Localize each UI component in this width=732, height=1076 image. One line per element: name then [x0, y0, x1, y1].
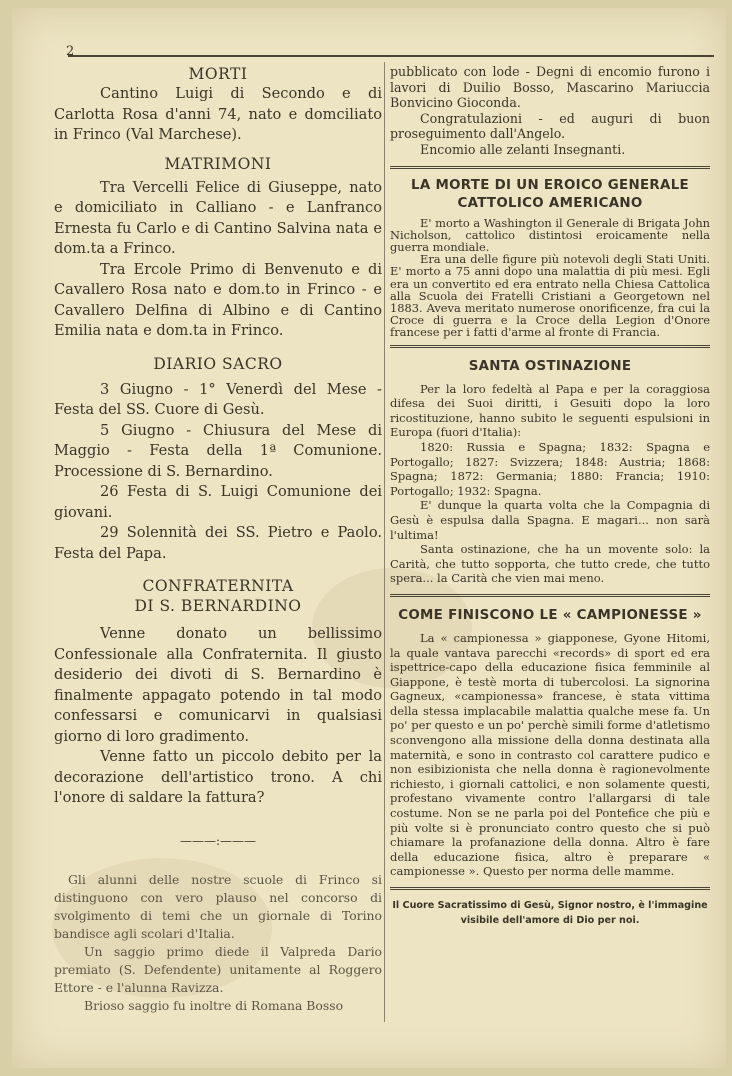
- generale-heading: LA MORTE DI UN EROICO GENERALE: [411, 177, 689, 193]
- confraternita-subheading: DI S. BERNARDINO: [134, 597, 302, 615]
- section-rule: [390, 887, 710, 890]
- continued-paragraph-1: pubblicato con lode - Degni di encomio furono i lavori di Duilio Bosso, Mascarino Mariuccia Bonvicino Gioconda.: [390, 64, 710, 111]
- ostinazione-paragraph-2: 1820: Russia e Spagna; 1832: Spagna e Portogallo; 1827: Svizzera; 1848: Austria; 1868: Spagna; 1872: Germania; 1880: Francia; 1910: Portogallo; 1932: Spagna.: [390, 439, 710, 498]
- diario-item: 3 Giugno - 1° Venerdì del Mese - Festa del SS. Cuore di Gesù.: [54, 380, 382, 418]
- generale-paragraph-1: E' morto a Washington il Generale di Brigata John Nicholson, cattolico distintosi eroicamente nella guerra mondiale.: [390, 215, 710, 254]
- section-rule: [390, 345, 710, 348]
- matrimoni-heading: MATRIMONI: [164, 154, 272, 173]
- ostinazione-paragraph-4: Santa ostinazione, che ha un movente solo: la Carità, che tutto sopporta, che tutto crede, che tutto spera... la Carità che vien mai meno.: [390, 542, 710, 586]
- matrimoni-paragraph-1: Tra Vercelli Felice di Giuseppe, nato e domiciliato in Calliano - e Lanfranco Ernesta fu Carlo e di Cantino Salvina nata e dom.ta a Frinco.: [54, 178, 382, 257]
- scuole-paragraph-2: Un saggio primo diede il Valpreda Dario premiato (S. Defendente) unitamente al Roggero Ettore - e l'alunna Ravizza.: [54, 944, 382, 995]
- scuole-paragraph-1: Gli alunni delle nostre scuole di Frinco si distinguono con vero plauso nel concorso di svolgimento di temi che un giornale di Torino bandisce agli scolari d'Italia.: [54, 872, 382, 941]
- confraternita-heading: CONFRATERNITA: [142, 577, 294, 595]
- campionesse-paragraph: La « campionessa » giapponese, Gyone Hitomi, la quale vantava parecchi «records» di sport ed era ispettrice-capo della educazione fisica femminile al Giappone, è testè morta di tubercolosi. La signorina Gagneux, «campionessa» francese, è stata vittima della stessa implacabile malattia qualche mese fa. Un po' per questo e un po' perchè simili forme d'atletismo sconvengono alla missione della donna destinata alla maternità, e sono in contrasto col carattere pudico e non esibizionista che nella donna è ragionevolmente richiesto, i giornali cattolici, e non solamente questi, profestano vivamente contro l'allargarsi di tale costume. Non se ne parla poi del Pontefice che più e più volte si è pronunciato contro questo che si può chiamare la profanazione della donna. Altro è fare della educazione fisica, altro è preparare « campionesse ». Questo per norma delle mamme.: [390, 630, 710, 879]
- continued-paragraph-3: Encomio alle zelanti Insegnanti.: [420, 141, 626, 157]
- diario-item: 26 Festa di S. Luigi Comunione dei giovani.: [54, 483, 382, 521]
- diario-heading: DIARIO SACRO: [153, 354, 283, 373]
- section-separator: ———:———: [179, 833, 257, 848]
- generale-subheading: CATTOLICO AMERICANO: [457, 195, 643, 211]
- confraternita-paragraph-1: Venne donato un bellissimo Confessionale alla Confraternita. Il giusto desiderio dei divoti di S. Bernardino è finalmente appagato potendo in tal modo confessarsi e comunicarvi in qualsiasi giorno di loro gradimento.: [54, 625, 382, 745]
- page-number: 2: [66, 44, 75, 59]
- ostinazione-paragraph-3: E' dunque la quarta volta che la Compagnia di Gesù è espulsa dalla Spagna. E magari... non sarà l'ultima!: [390, 498, 710, 542]
- ostinazione-paragraph-1: Per la loro fedeltà al Papa e per la coraggiosa difesa dei Suoi diritti, i Gesuiti dopo la loro ricostituzione, hanno subito le seguenti espulsioni in Europa (fuori d'Italia):: [390, 381, 710, 440]
- matrimoni-paragraph-2: Tra Ercole Primo di Benvenuto e di Cavallero Rosa nato e dom.to in Frinco - e Cavallero Delfina di Albino e di Cantino Emilia nata e dom.ta in Frinco.: [54, 260, 382, 339]
- section-rule: [390, 594, 710, 597]
- continued-paragraph-2: Congratulazioni - ed auguri di buon proseguimento dall'Angelo.: [390, 110, 710, 142]
- diario-item: 5 Giugno - Chiusura del Mese di Maggio - Festa della 1ª Comunione. Processione di S. Bernardino.: [54, 421, 382, 480]
- header-rule: [68, 55, 714, 57]
- right-column: [390, 64, 710, 928]
- campionesse-heading: COME FINISCONO LE « CAMPIONESSE »: [398, 607, 702, 623]
- section-rule: [390, 166, 710, 169]
- column-divider: [384, 62, 385, 1022]
- morti-heading: MORTI: [188, 65, 248, 83]
- left-column: [54, 64, 382, 1015]
- scuole-paragraph-3: Brioso saggio fu inoltre di Romana Bosso: [84, 998, 344, 1013]
- footer-motto: Il Cuore Sacratissimo di Gesù, Signor nostro, è l'immagine visibile dell'amore di Dio per noi.: [392, 900, 708, 926]
- morti-text: Cantino Luigi di Secondo e di Carlotta Rosa d'anni 74, nato e domciliato in Frinco (Val Marchese).: [54, 85, 382, 143]
- ostinazione-heading: SANTA OSTINAZIONE: [468, 358, 632, 374]
- generale-paragraph-2: Era una delle figure più notevoli degli Stati Uniti. E' morto a 75 anni dopo una malattia di più mesi. Egli era un convertito ed era entrato nella Chiesa Cattolica alla Scuola dei Fratelli Cristiani a Georgetown nel 1883. Aveva meritato numerose onorificenze, fra cui la Croce di guerra e la Croce della Legion d'Onore francese per i fatti d'arme al fronte di Francia.: [390, 252, 710, 340]
- confraternita-paragraph-2: Venne fatto un piccolo debito per la decorazione dell'artistico trono. A chi l'onore di saldare la fattura?: [54, 748, 382, 806]
- diario-item: 29 Solennità dei SS. Pietro e Paolo. Festa del Papa.: [54, 524, 382, 562]
